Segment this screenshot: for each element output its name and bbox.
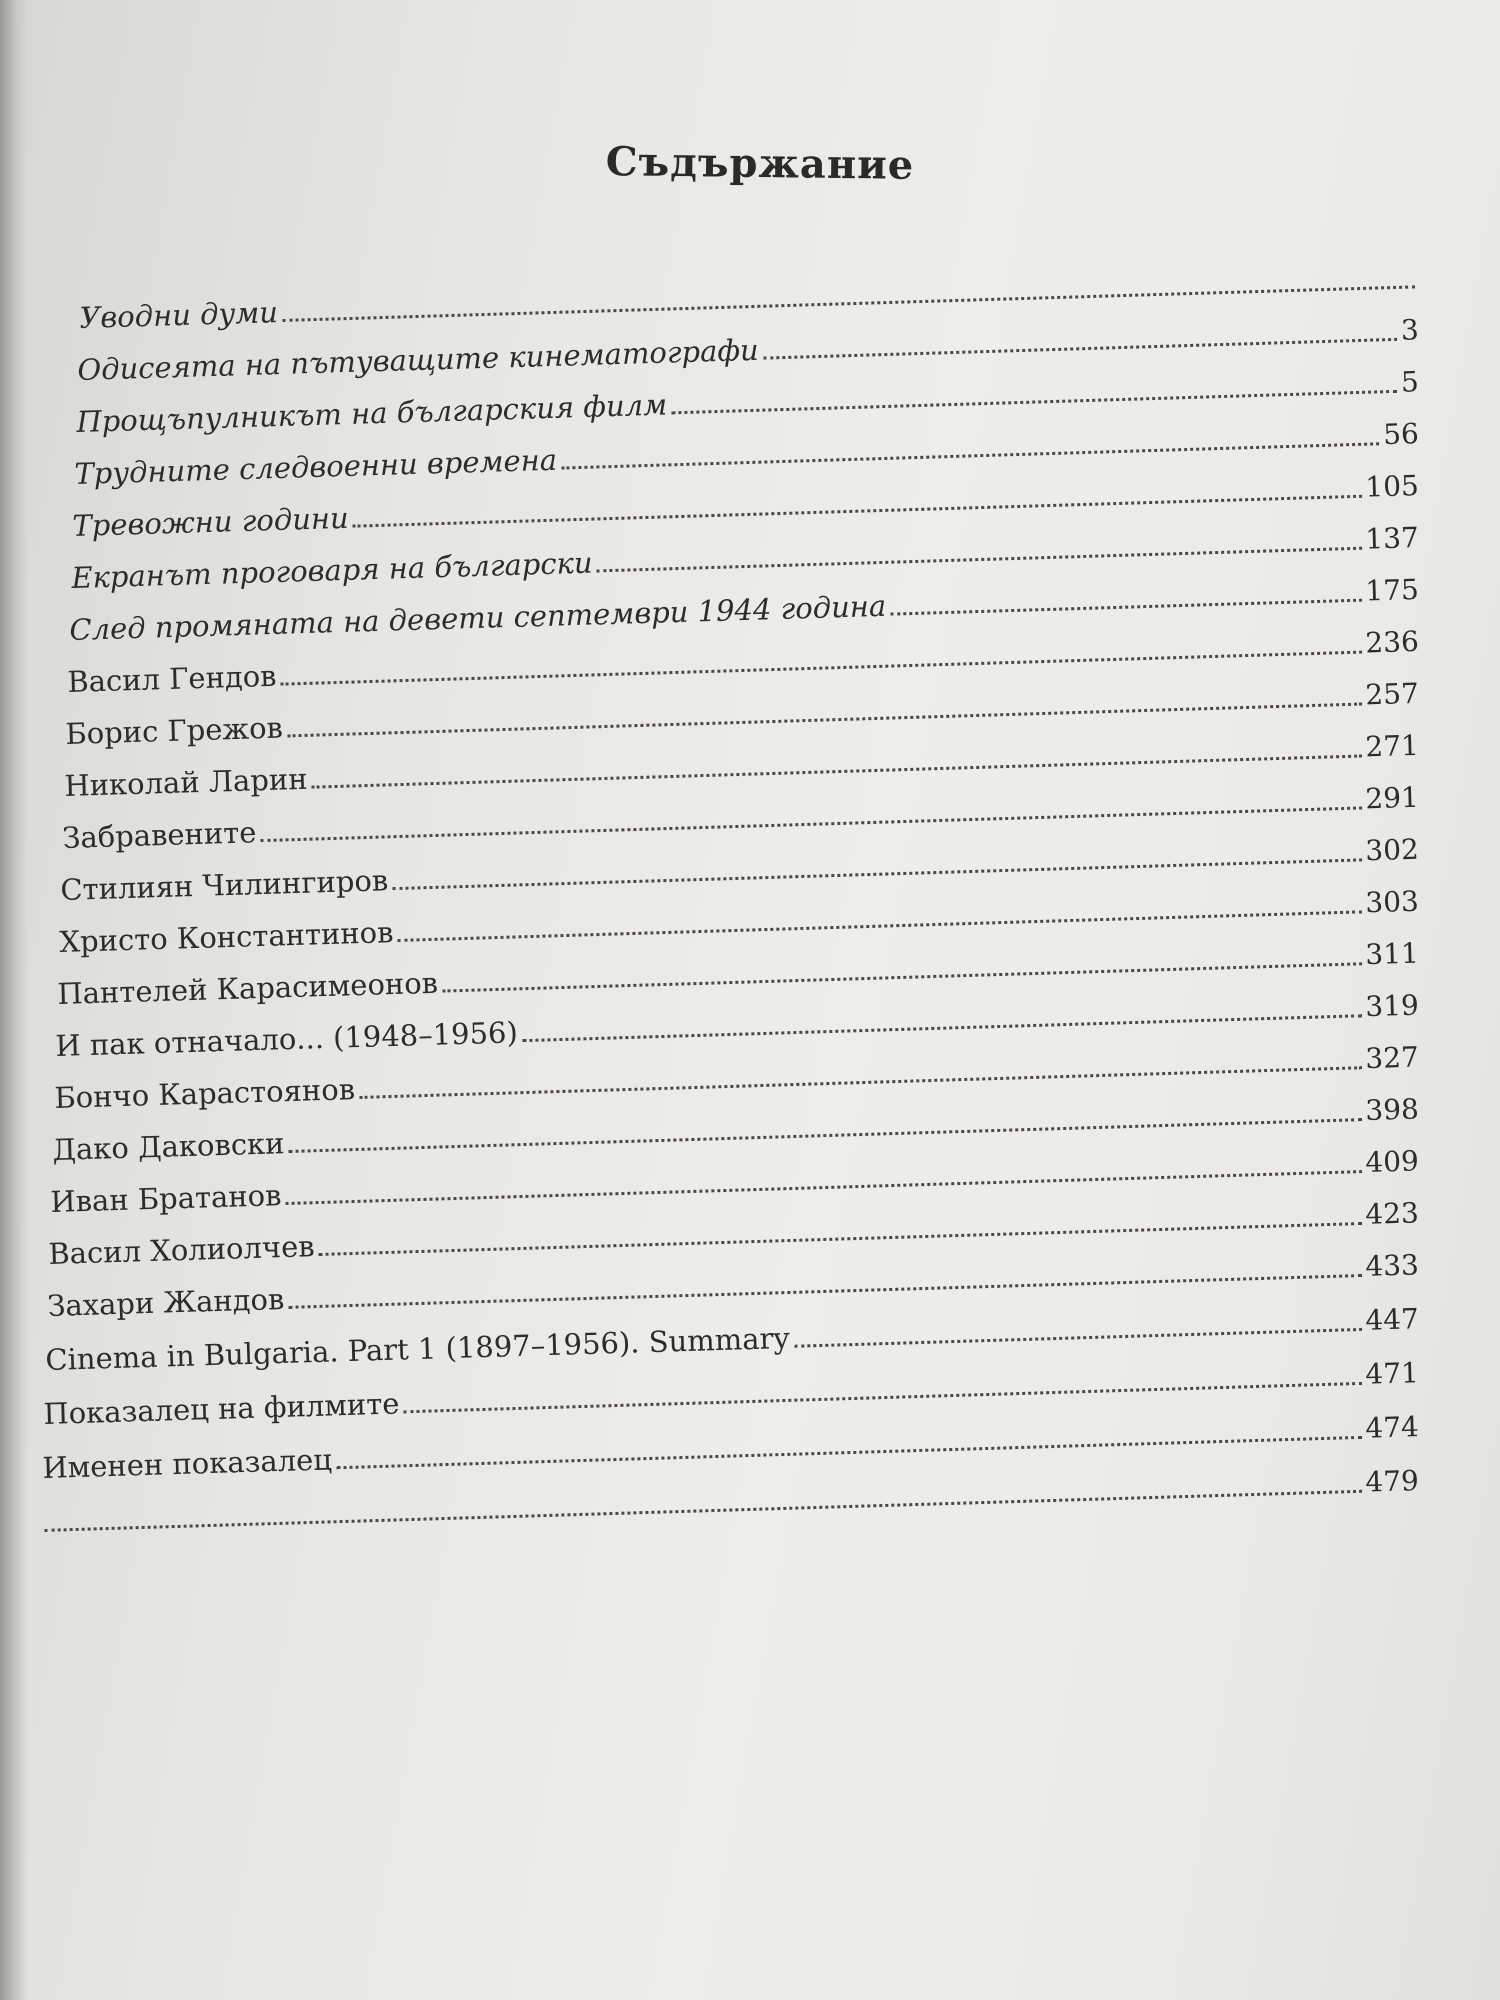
toc-entry-title: Прощъпулникът на българския филм (75, 387, 668, 440)
dot-leader (45, 1490, 1362, 1532)
toc-entry-page-number: 175 (1364, 572, 1420, 608)
toc-entry-title: Тревожни години (71, 500, 350, 544)
toc-entry-title: Показалец на филмите (42, 1386, 400, 1432)
toc-entry-page-number: 474 (1364, 1410, 1420, 1445)
toc-entry-page-number: 3 (1400, 313, 1420, 347)
toc-entry-title: Иван Братанов (49, 1178, 282, 1220)
toc-entry-page-number: 56 (1382, 417, 1420, 452)
toc-entry-title: Пантелей Карасимеонов (56, 965, 439, 1012)
toc-entry-page-number: 423 (1364, 1196, 1420, 1231)
dot-leader (763, 338, 1397, 360)
toc-entry-page-number: 409 (1364, 1144, 1420, 1179)
toc-entry-title: Захари Жандов (46, 1281, 285, 1324)
toc-entry-title: Екранът проговаря на български (70, 545, 593, 596)
toc-entry-title: Cinema in Bulgaria. Part 1 (1897–1956). Summary (44, 1320, 791, 1378)
toc-entry-page-number: 257 (1364, 676, 1420, 712)
toc-entry-title: Стилиян Чилингиров (59, 863, 389, 908)
toc-entry-title: Одисеята на пътуващите кинематографи (76, 332, 760, 388)
toc-entry-page-number: 236 (1364, 624, 1420, 660)
toc-entry-page-number: 433 (1364, 1248, 1420, 1283)
toc-entry-title: Трудните следвоенни времена (73, 442, 558, 492)
toc-entry-page-number: 327 (1364, 1040, 1420, 1076)
toc-entry-page-number: 398 (1364, 1092, 1420, 1128)
toc-entry-page-number: 479 (1364, 1464, 1420, 1499)
toc-entry-title: Бончо Карастоянов (53, 1072, 356, 1116)
toc-entry-title: Забравените (61, 815, 257, 856)
toc-entry-page-number: 302 (1364, 832, 1420, 868)
toc-entry-page-number: 5 (1400, 365, 1420, 399)
dot-leader (794, 1328, 1362, 1348)
toc-entry-title: Васил Холиолчев (47, 1229, 316, 1272)
toc-entry-title: Васил Гендов (66, 658, 277, 700)
toc-entry-title: Николай Ларин (63, 761, 308, 804)
toc-entry-title: Борис Грежов (64, 710, 284, 752)
toc-entry-page-number: 291 (1364, 780, 1420, 816)
toc-entry-title: Дако Даковски (51, 1126, 285, 1168)
toc-entry-title: И пак отначало... (1948–1956) (54, 1015, 519, 1064)
toc-entry-title: Христо Константинов (58, 915, 394, 960)
toc-entry-page-number: 303 (1364, 884, 1420, 920)
toc-entry-page-number: 319 (1364, 988, 1420, 1024)
toc-entry-title: Уводни думи (78, 295, 279, 336)
toc-entry-page-number: 271 (1364, 728, 1420, 764)
toc-entry-title: След промяната на девети септември 1944 година (68, 588, 887, 648)
toc-entry-page-number: 311 (1364, 936, 1420, 972)
toc-entry-page-number: 447 (1364, 1302, 1420, 1337)
page-title: Съдържание (605, 138, 915, 189)
toc-entry-page-number: 137 (1364, 521, 1420, 556)
toc-entry-page-number: 471 (1364, 1356, 1420, 1391)
toc-entry-title: Именен показалец (41, 1442, 333, 1486)
dot-leader (890, 599, 1361, 616)
toc-entry-page-number: 105 (1364, 469, 1420, 504)
